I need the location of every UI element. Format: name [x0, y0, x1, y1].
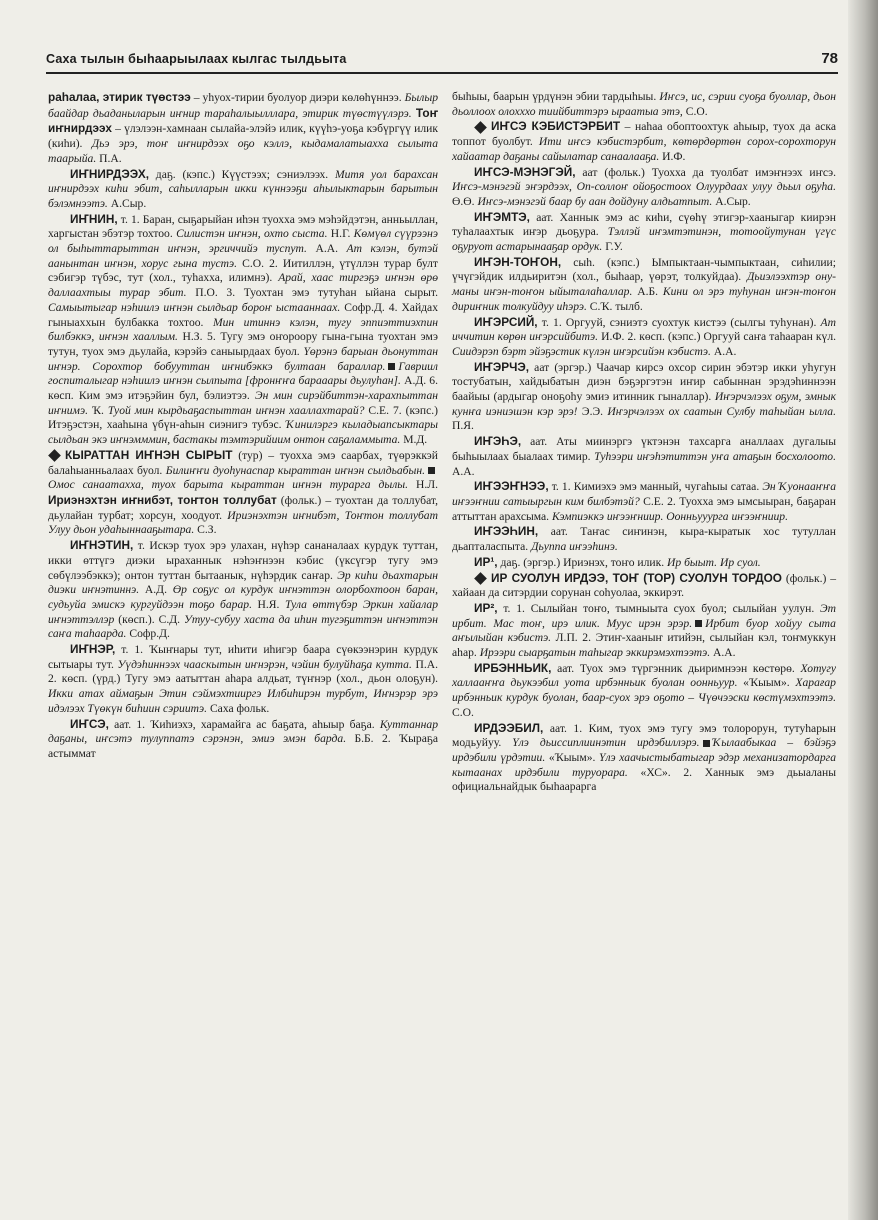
diamond-marker-icon	[48, 449, 61, 462]
definition-text: сыһ. (кэпс.) Ымпыктаан-чымпыктаан, сиһилии; үчүгэйдик илдьиритэн (хол., быһаар, үөрэт, толкуйдаа).	[452, 255, 836, 284]
definition-text: т. 1. Кимиэхэ эмэ манный, чугаһыы сатаа.	[548, 480, 763, 494]
definition-text: т. 1. Сылыйан тоҥо, тымныыта суох буол; сылыйан уулун.	[497, 601, 821, 615]
left-column	[48, 90, 438, 762]
dictionary-entry	[48, 642, 438, 717]
example-text: Иҥсэ, ис, сэрии суоҕа буоллар, дьон дьоллоох олохххо тиийбиттэрэ ырaaтыа этэ,	[452, 90, 836, 118]
definition-text: И.Ф.	[659, 149, 686, 163]
example-text: Дьэ эрэ, тоҥ иҥнирдээх оҕо кэллэ, кыдамалатыаххa сылыта таарыйа.	[48, 137, 438, 165]
example-text: Ирбит буор хойуу сыта аҥылыйан кэбистэ.	[452, 616, 836, 645]
example-text: Уүдэһиннээх чааскытын иҥнэрэн, чэйин булуйһаҕа кутта.	[117, 657, 412, 671]
example-text: Утуу-субуу хаста да иһин тугэҕиттэн иҥнэттэн саҥа таһаарда.	[48, 612, 439, 641]
definition-text: «Ҡыым».	[545, 750, 600, 764]
definition-text: аат. Ханнык эмэ ас киһи, сүөһү этигэр-хааныгар киирэн туһалаахтык иҥэр дьоҕура.	[452, 210, 836, 239]
headword: ИҤСЭ КЭБИСТЭРБИТ	[491, 119, 621, 134]
definition-text: А.А.	[306, 242, 347, 256]
definition-text: даҕ. (кэпс.) Күүстээх; сэниэлээх.	[149, 167, 335, 181]
diamond-marker-icon	[474, 572, 487, 585]
definition-text: (фольк.) – туохтан да толлубат, дьулайан турбат; хорсун, хоодуот.	[48, 493, 439, 522]
definition-text: (фольк.) –хайаан да ситэрдии сорунан соһуолаа, эккирэт.	[452, 571, 836, 600]
dictionary-entry	[452, 721, 836, 796]
dictionary-entry	[452, 315, 836, 360]
definition-text: А.Сыр.	[107, 196, 147, 210]
example-text: Үөрэнэ барыан дьонуттан иҥнэр. Сорохтор бобууттан иҥнибэккэ бултаан бараллар.	[48, 344, 438, 373]
running-header	[46, 50, 838, 74]
definition-text: А.Д.	[139, 583, 173, 597]
example-text: Харағар ирбэнньик курдук буолан, баар-суох эрэ оҕото – Чүөчээски көстүмэхтээтэ.	[452, 676, 836, 705]
definition-text: – уһуох-тирии буолуор диэри көлөһүннээ.	[190, 91, 405, 104]
square-marker-icon	[428, 467, 435, 474]
dictionary-entry	[452, 119, 836, 164]
definition-text: Ө.Ө.	[452, 194, 478, 208]
definition-text: П.Я.	[452, 419, 474, 433]
example-text: Самыытыгар нэһиилэ иҥнэн сылдьар бороҥ ыстааннаах.	[48, 300, 341, 314]
example-text: Икки атах аймаҕын Этин сэймэхтииргэ Илбиһирэн турбут, Иҥнэрэр эрэ идэлээх Түөкүн биһиин сэриитэ.	[48, 687, 438, 715]
square-marker-icon	[388, 363, 395, 370]
definition-text: аат. Туох эмэ түргэнник дьиримнээн көстөрө.	[551, 661, 801, 675]
definition-text: А.А.	[710, 344, 737, 358]
definition-text: С.Е. 2. Туохха эмэ ымсыыран, баҕаран аттыттан арахсыма.	[452, 494, 836, 523]
example-text: Гавриил госпиталыгар нэһиилэ иҥнэн сылпыта [фронҥҥа барааары дьулуһан].	[48, 359, 438, 388]
definition-text: т. 1. Ҡыҥнары тут, иһити иһигэр бааpa сүөкээнэрин курдук сытыары тут.	[48, 643, 438, 671]
headword: раһалаа, этирик түөстээ	[48, 90, 191, 104]
dictionary-entry	[48, 90, 438, 167]
definition-text: аат (эргэр.) Чаачар кирсэ охсор сирин эбэтэр икки уһугун тостубатын, хайдыбатын диэн бэҕэргэтэн иҥир сабыннан эрэдэһиннээн баайыы (ардыгар оноҕоһу эмиэ итинник гыналлар).	[452, 360, 836, 404]
definition-text: А.Д. 6. көсп. Ким эмэ итэҕэйин бул, бэлиэтээ.	[48, 374, 438, 403]
definition-text: А.А.	[710, 646, 736, 660]
dictionary-entry	[452, 601, 836, 661]
example-text: Иҥсэ-мэнэгэй эҥэрдээх, Оп-соллоҥ ойоҕостоох Олуурдаах улуу дьыл оҕуһа.	[452, 180, 836, 194]
definition-text: Э.Э.	[577, 404, 608, 418]
headword: ИҤСЭ,	[70, 716, 109, 731]
definition-text: быһыы, баарын үрдүнэн эбии тардыһыы.	[452, 90, 660, 103]
example-text: Кэмпиэккэ иҥээҥниир. Оонньууурга иҥээҥниир.	[551, 509, 788, 523]
definition-text: аат. 1. Ҡиһиэхэ, харамайга ас баҕата, аһыыр баҕа.	[108, 717, 380, 731]
example-text: Ҡинилэргэ кыладыапсыктары сылдьан экэ иҥнэмммин, бастакы тэмтэрийиим онтон саҕаламмыта.	[48, 418, 438, 447]
definition-text: А.Сыр.	[712, 194, 751, 208]
definition-text: т. Искэр туох эрэ улахан, нүһэр сананалаах курдук туттан, икки өттүгэ диэки ыраханнык нэһэҥнээн кэбис (үксүгэр тугу эмэ сөбүлээбэккэ); онтон туттан бытаанык, нүһэрдик саҥар.	[48, 539, 438, 582]
definition-text: (тур) – туохха эмэ саарбах, түөрэккэй балаһыанньалаах буол.	[48, 448, 438, 477]
headword: ИҤНЭТИН,	[70, 538, 134, 553]
book-spine-shadow	[848, 0, 878, 1220]
definition-text: П.А.	[96, 151, 122, 165]
dictionary-entry	[452, 661, 836, 721]
diamond-marker-icon	[474, 121, 487, 134]
definition-text: С.Ҡ. тылб.	[586, 299, 643, 313]
example-text: Туой мин кырдьаҕаспыттан иҥнэн хааллахтарай?	[107, 403, 365, 417]
example-text: Билиҥҥи дуоһунаспар кыраттан иҥнэн сылдьабын.	[165, 463, 425, 477]
example-text: Былыр баайдар дьаданыларын иҥнир тараһалыылллара, этирик түөстүүлэрэ.	[48, 91, 438, 120]
example-text: Ириэнэхтэн иҥнибэт, Тоҥтон толлубат Улуу дьон удаһыннааҕытара.	[48, 508, 438, 537]
definition-text: аат. 1. Ким, туох эмэ тугу эмэ толорорун, тутуһарын модьуйуу.	[452, 721, 836, 750]
definition-text: С.О.	[452, 705, 474, 719]
page-number: 78	[821, 50, 838, 67]
headword: Ириэнэхтэн иҥнибэт, тоҥтон толлубат	[48, 492, 277, 507]
headword: Тоҥ иҥнирдээх	[48, 105, 438, 136]
definition-text: Н.Я.	[251, 597, 285, 611]
definition-text: А.А.	[452, 464, 475, 478]
definition-text: С.З.	[194, 523, 217, 537]
definition-text: П.О. 3. Туохтан эмэ тутуһан ыйана сырыт.	[186, 286, 438, 300]
headword: ИРБЭННЬИК,	[474, 660, 552, 675]
definition-text: – үлэлээн-хамнаан сылайа-элэйэ илик, күүһэ-уоҕа кэбүргүү илик (киһи).	[48, 122, 438, 151]
definition-text: Н.Л.	[408, 478, 438, 492]
definition-text: Софр.Д.	[126, 627, 170, 641]
example-text: Сиидэрэп бэрт эйэҕэстик күлэн иҥэрсийэн кэбистэ.	[452, 344, 711, 358]
definition-text: М.Д.	[400, 433, 428, 447]
definition-text: аат. Таҥас сиҥинэн, кыра-кыратык хос тутуллан дьапталаспыта.	[452, 525, 836, 554]
example-text: Үлэ дьиссиплиинэтин ирдэбиллэрэ.	[512, 736, 700, 750]
example-text: Эн мин сирэйбиттэн-харахпыттан иҥнимэ.	[48, 389, 438, 417]
dictionary-entry	[452, 524, 836, 554]
square-marker-icon	[695, 620, 702, 627]
example-text: Арай, хаас тиргэҕэ иҥнэн өрө даллаахтыы турар эбит.	[48, 271, 439, 300]
example-text: Өр соҕус ол курдук иҥнэттэн олорбохтоон баран, судьуйа эмискэ кургуйдээн тоҕо барар.	[48, 583, 439, 611]
dictionary-entry	[452, 255, 836, 315]
definition-text: И.Ф. 2. көсп. (кэпс.) Оргууй саҥа таһааран күл.	[597, 330, 837, 344]
dictionary-entry	[48, 448, 438, 538]
example-text: Ирээри сыарҕатын таһыгар эккирэмэхтээтэ.	[479, 646, 711, 660]
dictionary-entry	[48, 717, 438, 762]
example-text: Эн Ҡуонааҥҥа иҥээҥнии сатыыргын ким билбэтэй?	[452, 480, 836, 508]
definition-text: А.Б.	[632, 285, 663, 299]
example-text: Ат иччитин көрөн иҥэрсийбитэ.	[452, 315, 836, 344]
dictionary-entry	[48, 167, 438, 212]
headword: ИҤНИН,	[70, 211, 118, 226]
definition-text: Саха фольк.	[207, 701, 270, 715]
definition-text: Софр.Д. 4. Хайдах гыныаххын булбакка тохтоо.	[48, 300, 439, 329]
example-text: Эт ирбит. Мас тоҥ, ирэ илик. Муус ирэн эрэр.	[452, 601, 836, 630]
definition-text: (көсп.). С.Д.	[114, 612, 185, 626]
example-text: Тэллэй иҥэмтэтинэн, тотоойутунан үгүс оҕуруот астарынааҕар ордук.	[452, 225, 836, 254]
headword: ИРДЭЭБИЛ,	[474, 720, 544, 735]
dictionary-entry	[452, 555, 836, 571]
headword: ИҤЭМТЭ,	[474, 209, 530, 224]
dictionary-entry	[452, 479, 836, 524]
dictionary-entry	[48, 212, 438, 448]
headword: ИҤЭЭҺИН,	[474, 524, 539, 539]
square-marker-icon	[703, 740, 710, 747]
headword: ИҤЭРСИЙ,	[474, 314, 538, 329]
example-text: Ити иҥсэ кэбистэрбит, көтөрдөртөн сорох-сорохторун хайаатар даҕаны сайылатар санаалааҕа.	[452, 135, 836, 163]
example-text: Эр киһи дьахтарын диэки иҥнэтиннэ.	[48, 568, 439, 597]
definition-text: С.О.	[682, 104, 708, 118]
example-text: Иҥэрчэлээх ох саатын Сулбу таһыйан ылла.	[607, 404, 836, 418]
headword: ИҤЭРЧЭ,	[474, 359, 530, 374]
example-text: Митя уол барахсан иҥнирдээх киһи эбит, саһылларын икки күннээҕи аһылыктарын барытын бэлэмнээтэ.	[48, 167, 438, 210]
example-text: Хотугу халлааҥҥа дьукээбил уота ирбэнньик буолан оонньуур.	[452, 661, 836, 690]
definition-text: Н.Г.	[327, 227, 354, 241]
definition-text: аат (фольк.) Туохха да туолбат имэҥнээх иҥсэ.	[575, 165, 836, 179]
example-text: Мин итиннэ кэлэн, тугу эппиэттиэхпин билбэккэ, иҥнэн хааллым.	[48, 315, 438, 344]
definition-text: Г.У.	[602, 240, 623, 254]
dictionary-entry	[452, 571, 836, 601]
definition-text: Л.П. 2. Этиҥ-хааныҥ итийэн, сылыйан кэл, тоҥмуккун аһар.	[452, 631, 836, 660]
example-text: Үлэ хаачыстыбатыгар эдэр механизатордарга кытаанах ирдэбили туруорара.	[452, 750, 836, 779]
example-text: Көмүөл сүүрээнэ ол быһыттарыттан иҥнэн, эргиччийэ туспут.	[48, 227, 438, 256]
definition-text: – наһаа обоптоохтук аһыыр, туох да аска топпот буолбут.	[452, 120, 836, 149]
headword: ИР¹,	[474, 554, 498, 569]
headword: ИР СУОЛУН ИРДЭЭ, ТОҤ (ТОР) СУОЛУН ТОРДОО	[491, 570, 782, 585]
headword: ИҤСЭ-МЭНЭГЭЙ,	[474, 164, 576, 179]
definition-text: С.О. 2. Иитиллэн, үтүллэн турар булт сэбигэр түбэс, тут (хол., туһахха, илимнэ).	[48, 256, 438, 285]
dictionary-entry	[452, 360, 836, 435]
headword: ИҤЭЭҤНЭЭ,	[474, 479, 549, 494]
headword: ИҤНИРДЭЭХ,	[70, 166, 150, 181]
definition-text: С.Е. 7. (кэпс.) Итэҕэстэн, хааһына үбүн-аһын сиэнигэ тубэс.	[48, 403, 439, 432]
definition-text: т. 1. Оргууй, сэниэтэ суохтук кистээ (сылгы туһунан).	[537, 315, 821, 329]
definition-text: т. 1. Баран, сыҕарыйан иһэн туохха эмэ мэһэйдэтэн, анньыллан, харгыстан эбэтэр тохтоо.	[48, 212, 438, 241]
example-text: Омос санаатахха, туох барыта кыраттан иҥнэн турарга дылы.	[48, 478, 409, 492]
definition-text: «Ҡыым».	[737, 676, 796, 690]
definition-text: «ХС». 2. Ханнык эмэ дьыаланы официальнайдык быһаарарга	[452, 765, 837, 794]
example-text: Туһээри иҥэһэтиттэн уҥа атаҕын босхолоото.	[594, 449, 837, 463]
dictionary-entry	[452, 90, 836, 119]
definition-text: даҕ. (эргэр.) Ириэнэх, тоҥо илик.	[497, 555, 668, 569]
headword: ИҤЭН-ТОҤОН,	[474, 254, 562, 269]
definition-text: аат. Аты миинэргэ үктэнэн тахсарга аналлаах дугалыы быһыылаах быалаах тимир.	[452, 435, 836, 463]
right-column	[452, 90, 836, 795]
example-text: Ҡылаабыкаа – бэйэҕэ ирдэбили үрдэтии.	[452, 736, 836, 764]
example-text: Иҥэрчэлээх оҕум, эмнык кунҥа иэниэшэн кэр эрэ!	[452, 390, 836, 418]
dictionary-entry	[452, 434, 836, 479]
headword: ИҤНЭР,	[70, 642, 116, 657]
headword: КЫРАТТАН ИҤНЭН СЫРЫТ	[65, 447, 233, 462]
dictionary-entry	[452, 165, 836, 210]
example-text: Иҥсэ-мэнэгэй баар бу аан дойдуну алдьатпыт.	[477, 194, 713, 208]
example-text: Кини ол эрэ туһунан иҥэн-тоҥон дириҥник толкуйдуу иһэрэ.	[452, 285, 836, 313]
definition-text: Н.З. 5. Тугу эмэ оҥороору гына-гына туохтан эмэ тутун, туох эмэ дьулайа, кэрэйэ саныырдаах буол.	[48, 330, 438, 358]
running-title: Саха тылын быһаарыылаах кылгас тылдьыта	[46, 52, 347, 66]
definition-text: Б.Б. 2. Ҡыраҕа астыммат	[48, 732, 438, 760]
example-text: Ир быыт. Ир суол.	[667, 555, 761, 569]
example-text: Дьуппа иҥээһинэ.	[531, 540, 618, 554]
headword: ИР²,	[474, 600, 498, 615]
definition-text: Ҡ.	[87, 403, 108, 417]
headword: ИҤЭҺЭ,	[474, 434, 522, 449]
example-text: Силистэн иҥнэн, охто сыста.	[176, 227, 328, 241]
example-text: Куттаннар даҕаны, иҥсэтэ тулуппатэ сэрэнэн, эмиэ эмэн барда.	[48, 717, 438, 746]
dictionary-entry	[48, 538, 438, 642]
example-text: Дьиэлээхтэр ону-маны иҥэн-тоҥон ыйыталаһаллар.	[452, 270, 836, 299]
dictionary-entry	[452, 210, 836, 255]
definition-text: П.А. 2. көсп. (үрд.) Тугу эмэ аатыттан аһара алдьат, түҥнэр (хол., дьон олоҕун).	[48, 657, 438, 686]
example-text: Тула өттүбэр Эркин хайалар иҥнэттэллэр	[48, 597, 439, 626]
example-text: Ат кэлэн, бутэй аанынтан иҥнэн, хорус гына тустэ.	[48, 242, 438, 270]
